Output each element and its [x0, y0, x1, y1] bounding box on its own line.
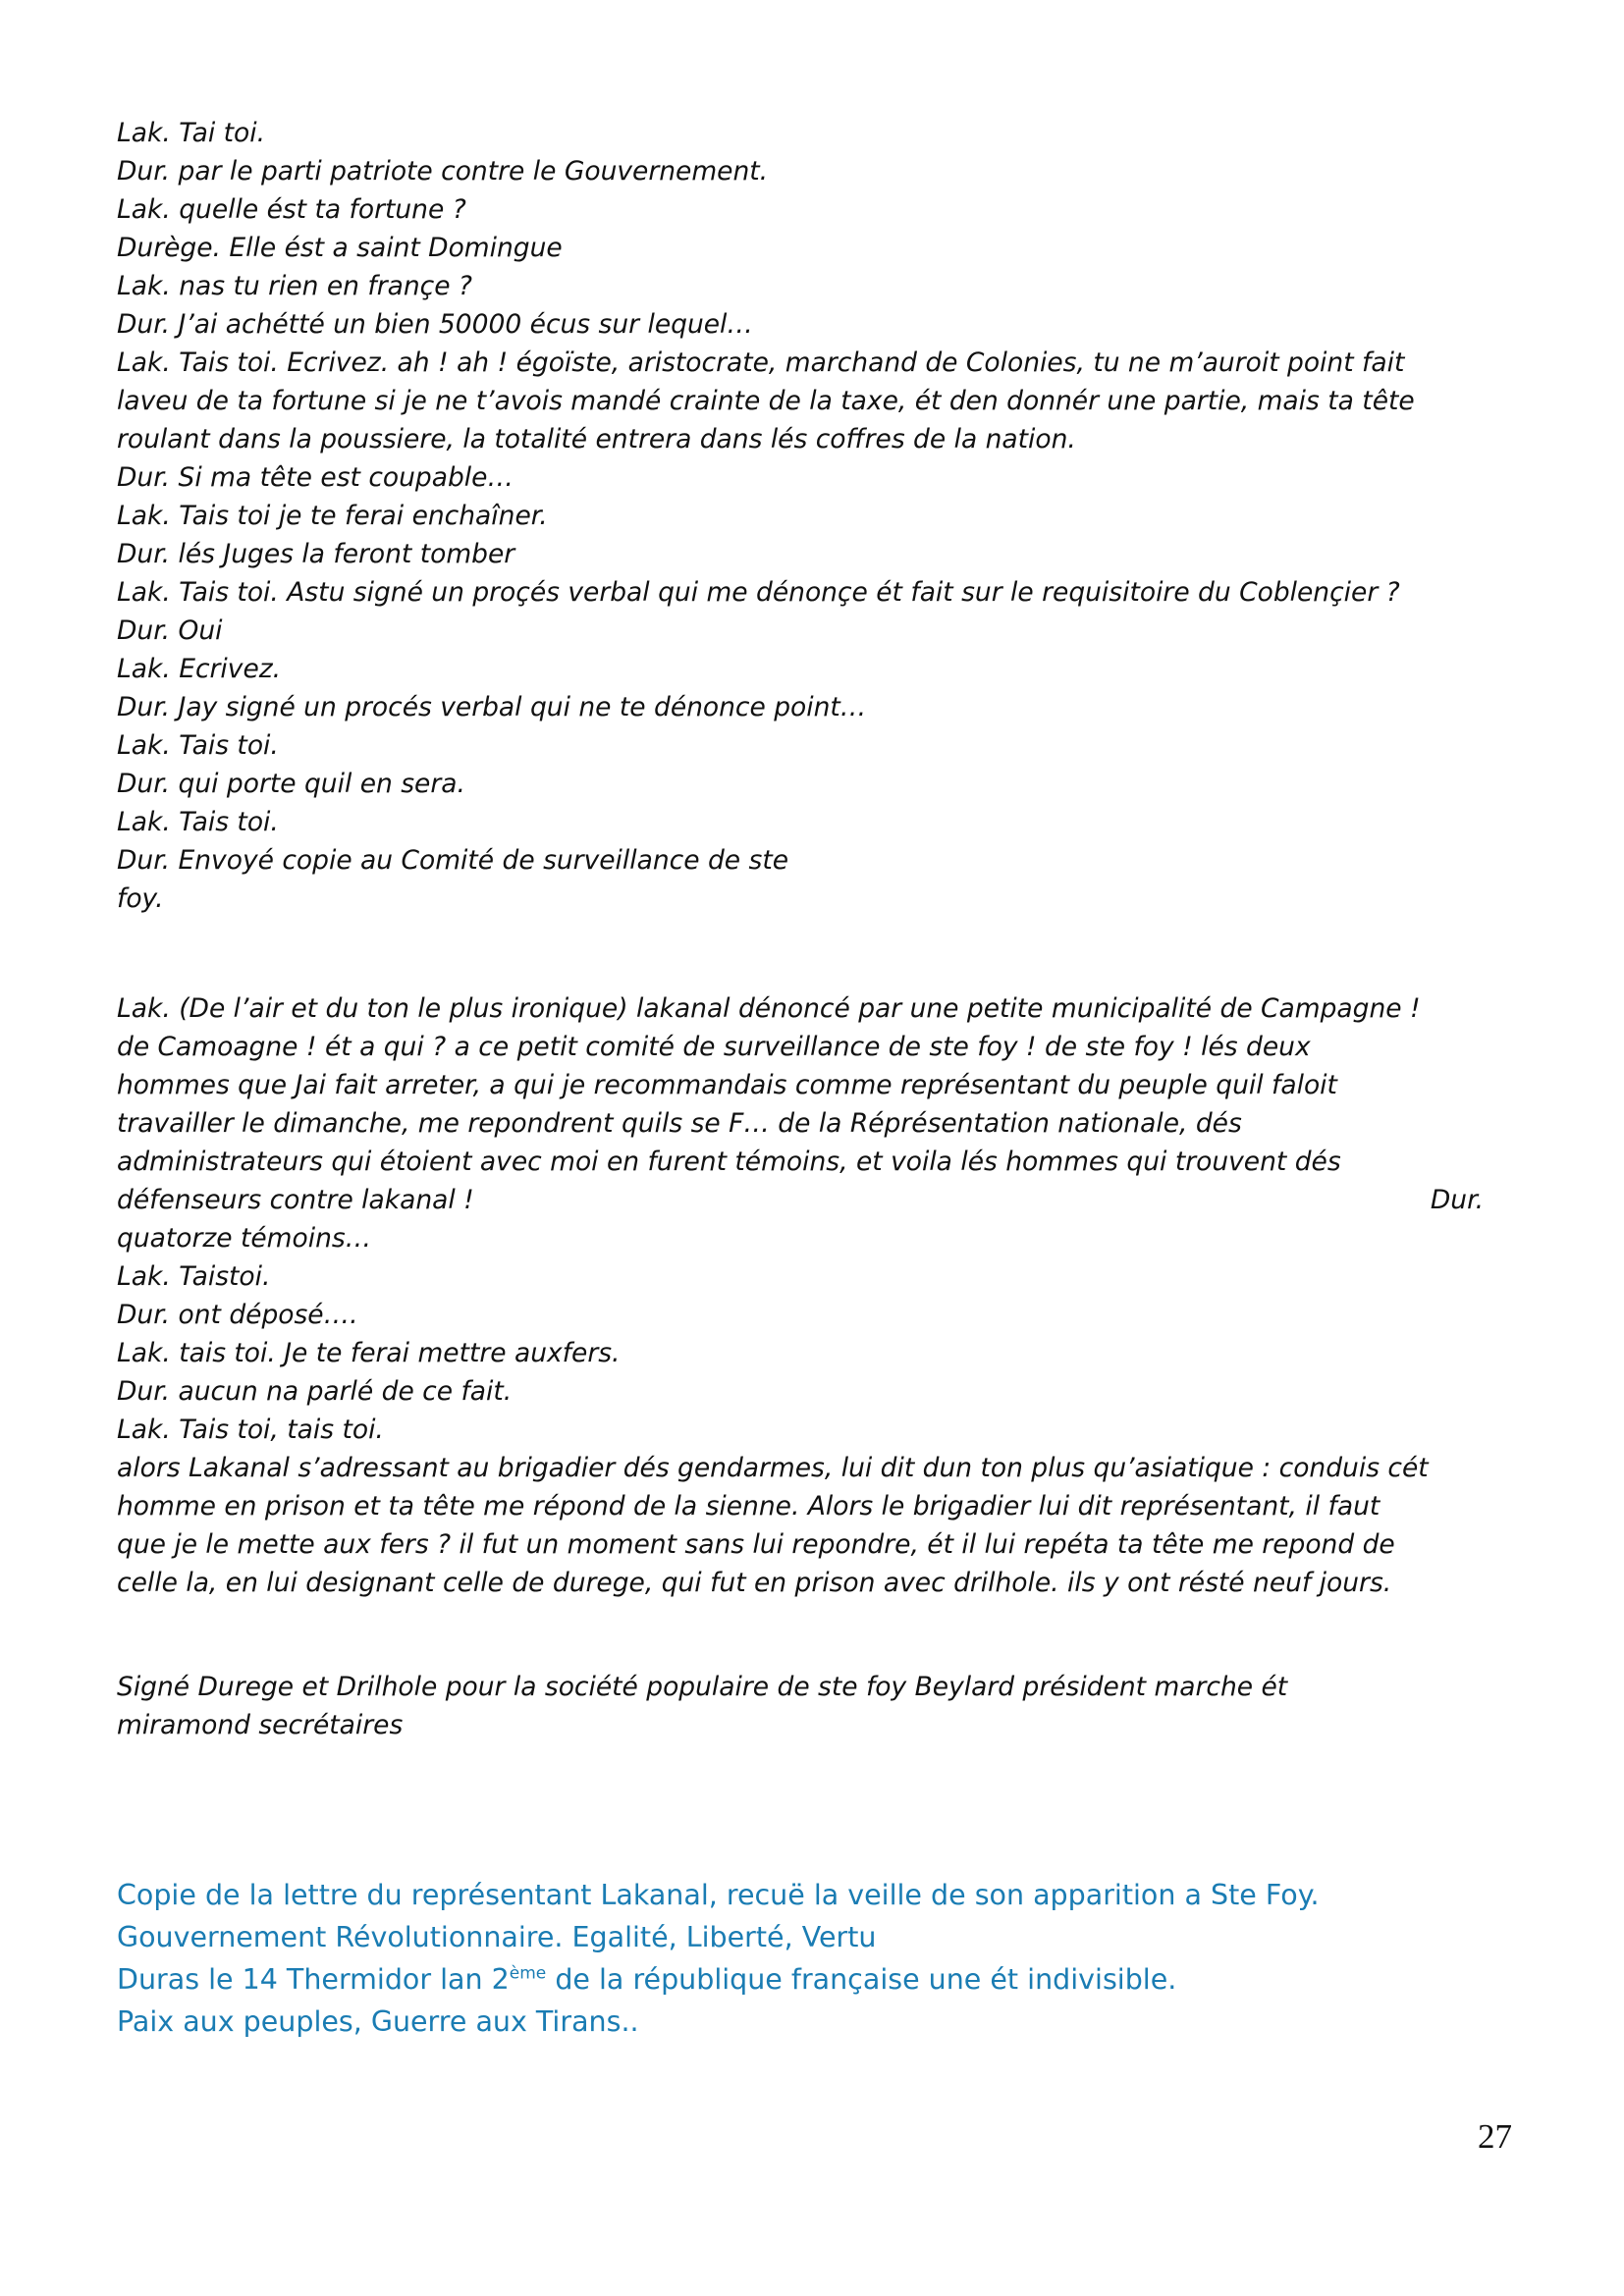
- letter-date-before: Duras le 14 Thermidor lan 2: [117, 1963, 510, 1996]
- page-number: 27: [1478, 2117, 1512, 2156]
- dialogue-line: Dur. lés Juges la feront tomber: [117, 539, 515, 569]
- dialogue-split-left: défenseurs contre lakanal !: [117, 1185, 474, 1215]
- dialogue-line: Lak. Tais toi.: [117, 730, 279, 761]
- dialogue-line: roulant dans la poussiere, la totalité entrera dans lés coffres de la nation.: [117, 424, 1076, 454]
- dialogue-line: Durège. Elle ést a saint Domingue: [117, 233, 563, 263]
- dialogue-line: Lak. Tais toi, tais toi.: [117, 1415, 384, 1445]
- dialogue-line: Lak. Tais toi.: [117, 807, 279, 837]
- dialogue-line: quatorze témoins…: [117, 1223, 372, 1254]
- dialogue-split-right: Dur.: [1430, 1185, 1484, 1215]
- dialogue-line: foy.: [117, 883, 164, 914]
- dialogue-line: Dur. aucun na parlé de ce fait.: [117, 1376, 513, 1407]
- dialogue-line: homme en prison et ta tête me répond de la sienne. Alors le brigadier lui dit représentant, il faut: [117, 1491, 1380, 1522]
- dialogue-line: alors Lakanal s’adressant au brigadier dés gendarmes, lui dit dun ton plus qu’asiatique : conduis cét: [117, 1453, 1429, 1483]
- dialogue-line: laveu de ta fortune si je ne t’avois mandé crainte de la taxe, ét den donnér une partie, mais ta tête: [117, 386, 1415, 416]
- dialogue-split-line: [117, 1181, 1484, 1219]
- dialogue-line: Lak. Tais toi. Ecrivez. ah ! ah ! égoïste, aristocrate, marchand de Colonies, tu ne m’auroit point fait: [117, 347, 1405, 378]
- letter-line: Paix aux peuples, Guerre aux Tirans..: [117, 2005, 639, 2038]
- dialogue-line: Dur. J’ai achétté un bien 50000 écus sur lequel…: [117, 309, 753, 340]
- dialogue-line: travailler le dimanche, me repondrent quils se F… de la Réprésentation nationale, dés: [117, 1108, 1242, 1139]
- letter-date-line: [117, 1958, 1511, 2001]
- dialogue-block-2: [117, 989, 1511, 1602]
- letter-heading-block: [117, 1874, 1511, 2043]
- dialogue-line: Lak. nas tu rien en françe ?: [117, 271, 472, 301]
- dialogue-line: Dur. Si ma tête est coupable…: [117, 462, 514, 493]
- dialogue-line: Lak. Ecrivez.: [117, 654, 282, 684]
- dialogue-line: Dur. Envoyé copie au Comité de surveillance de ste: [117, 845, 789, 876]
- dialogue-line: Lak. quelle ést ta fortune ?: [117, 194, 466, 225]
- dialogue-line: celle la, en lui designant celle de durege, qui fut en prison avec drilhole. ils y ont résté neuf jours.: [117, 1568, 1392, 1598]
- signature-line: miramond secrétaires: [117, 1710, 404, 1740]
- dialogue-line: Lak. Taistoi.: [117, 1261, 271, 1292]
- dialogue-line: de Camoagne ! ét a qui ? a ce petit comité de surveillance de ste foy ! de ste foy ! lés deux: [117, 1032, 1311, 1062]
- dialogue-line: Dur. ont déposé….: [117, 1300, 358, 1330]
- signature-block: [117, 1668, 1511, 1744]
- dialogue-line: Dur. par le parti patriote contre le Gouvernement.: [117, 156, 769, 187]
- dialogue-line: Lak. Tais toi. Astu signé un proçés verbal qui me dénonçe ét fait sur le requisitoire du Coblençier ?: [117, 577, 1400, 608]
- dialogue-line: Lak. (De l’air et du ton le plus ironique) lakanal dénoncé par une petite municipalité de Campagne !: [117, 993, 1421, 1024]
- dialogue-line: Dur. Jay signé un procés verbal qui ne te dénonce point…: [117, 692, 867, 722]
- letter-line: Copie de la lettre du représentant Lakanal, recuë la veille de son apparition a Ste Foy.: [117, 1879, 1320, 1911]
- letter-line: Gouvernement Révolutionnaire. Egalité, Liberté, Vertu: [117, 1921, 877, 1953]
- dialogue-line: Dur. qui porte quil en sera.: [117, 769, 465, 799]
- dialogue-line: Dur. Oui: [117, 615, 223, 646]
- letter-date-superscript: ème: [509, 1963, 547, 1984]
- dialogue-line: administrateurs qui étoient avec moi en furent témoins, et voila lés hommes qui trouvent dés: [117, 1147, 1341, 1177]
- dialogue-line: Lak. Tais toi je te ferai enchaîner.: [117, 501, 548, 531]
- dialogue-line: que je le mette aux fers ? il fut un moment sans lui repondre, ét il lui repéta ta tête me repond de: [117, 1529, 1395, 1560]
- signature-line: Signé Durege et Drilhole pour la société populaire de ste foy Beylard président marche ét: [117, 1672, 1288, 1702]
- dialogue-line: Lak. Tai toi.: [117, 118, 266, 148]
- dialogue-line: hommes que Jai fait arreter, a qui je recommandais comme représentant du peuple quil faloit: [117, 1070, 1337, 1100]
- dialogue-line: Lak. tais toi. Je te ferai mettre auxfers.: [117, 1338, 621, 1368]
- dialogue-block-1: [117, 114, 1511, 918]
- letter-date-after: de la république française une ét indivisible.: [546, 1963, 1177, 1996]
